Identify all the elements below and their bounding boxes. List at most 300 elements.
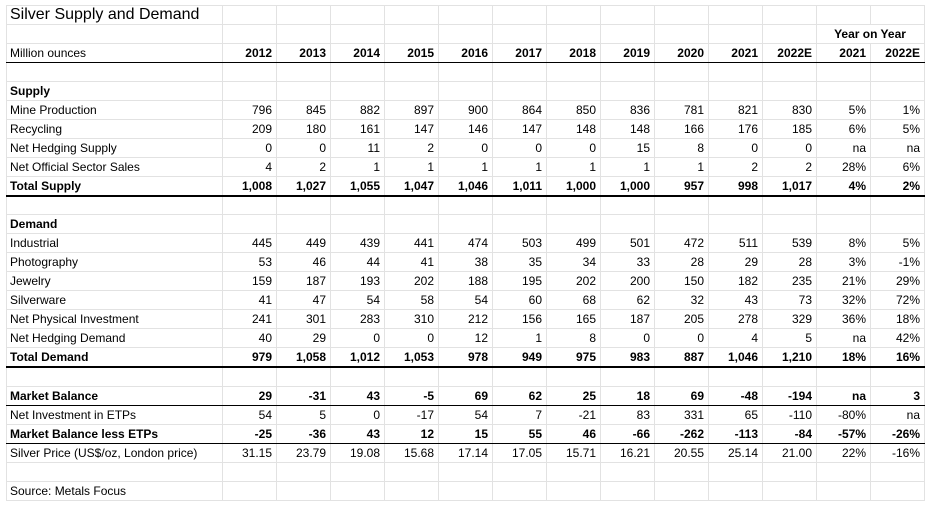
value-2019[interactable]: 501 <box>601 234 655 253</box>
empty-cell[interactable] <box>385 6 439 25</box>
value-2016[interactable]: 900 <box>439 100 493 119</box>
value-2021[interactable]: 998 <box>709 176 763 196</box>
value-2012[interactable]: 31.15 <box>223 443 277 462</box>
value-2015[interactable]: 1,047 <box>385 176 439 196</box>
empty-cell[interactable] <box>439 25 493 44</box>
value-2015[interactable]: 1 <box>385 157 439 176</box>
empty-cell[interactable] <box>493 481 547 500</box>
empty-cell[interactable] <box>385 462 439 481</box>
section-heading-supply[interactable]: Supply <box>7 81 223 100</box>
value-2019[interactable]: 18 <box>601 386 655 405</box>
value-2013[interactable]: 47 <box>277 291 331 310</box>
year-header-2015[interactable]: 2015 <box>385 44 439 63</box>
yoy-2021[interactable]: 21% <box>817 272 871 291</box>
empty-cell[interactable] <box>547 367 601 386</box>
value-2018[interactable]: 25 <box>547 386 601 405</box>
value-2021[interactable]: 2 <box>709 157 763 176</box>
value-2019[interactable]: 33 <box>601 253 655 272</box>
yoy-2022E[interactable]: 5% <box>871 234 925 253</box>
year-header-2014[interactable]: 2014 <box>331 44 385 63</box>
value-2016[interactable]: 54 <box>439 291 493 310</box>
value-2016[interactable]: 12 <box>439 329 493 348</box>
value-2022E[interactable]: 2 <box>763 157 817 176</box>
value-2021[interactable]: 0 <box>709 138 763 157</box>
value-2018[interactable]: 1,000 <box>547 176 601 196</box>
empty-cell[interactable] <box>385 25 439 44</box>
yoy-2021[interactable]: 6% <box>817 119 871 138</box>
value-2022E[interactable]: 21.00 <box>763 443 817 462</box>
empty-cell[interactable] <box>547 63 601 82</box>
empty-cell[interactable] <box>709 215 763 234</box>
yoy-2022E[interactable]: 16% <box>871 348 925 368</box>
empty-cell[interactable] <box>547 6 601 25</box>
value-2013[interactable]: -31 <box>277 386 331 405</box>
value-2017[interactable]: 7 <box>493 405 547 424</box>
empty-cell[interactable] <box>439 196 493 215</box>
empty-cell[interactable] <box>493 215 547 234</box>
value-2015[interactable]: 897 <box>385 100 439 119</box>
value-2013[interactable]: 845 <box>277 100 331 119</box>
empty-cell[interactable] <box>385 63 439 82</box>
value-2013[interactable]: 449 <box>277 234 331 253</box>
empty-cell[interactable] <box>7 462 223 481</box>
value-2017[interactable]: 503 <box>493 234 547 253</box>
value-2016[interactable]: 38 <box>439 253 493 272</box>
empty-cell[interactable] <box>655 81 709 100</box>
value-2014[interactable]: 1,012 <box>331 348 385 368</box>
value-2019[interactable]: 83 <box>601 405 655 424</box>
empty-cell[interactable] <box>385 481 439 500</box>
value-2020[interactable]: 331 <box>655 405 709 424</box>
value-2017[interactable]: 949 <box>493 348 547 368</box>
value-2013[interactable]: 0 <box>277 138 331 157</box>
empty-cell[interactable] <box>7 63 223 82</box>
empty-cell[interactable] <box>331 481 385 500</box>
value-2020[interactable]: 150 <box>655 272 709 291</box>
value-2017[interactable]: 60 <box>493 291 547 310</box>
value-2016[interactable]: 15 <box>439 424 493 443</box>
yoy-2021[interactable]: na <box>817 329 871 348</box>
value-2018[interactable]: 8 <box>547 329 601 348</box>
value-2018[interactable]: 34 <box>547 253 601 272</box>
value-2017[interactable]: 55 <box>493 424 547 443</box>
value-2022E[interactable]: 830 <box>763 100 817 119</box>
value-2015[interactable]: 41 <box>385 253 439 272</box>
value-2013[interactable]: 5 <box>277 405 331 424</box>
value-2015[interactable]: 12 <box>385 424 439 443</box>
empty-cell[interactable] <box>223 196 277 215</box>
yoy-2021[interactable]: -57% <box>817 424 871 443</box>
value-2014[interactable]: 43 <box>331 424 385 443</box>
value-2018[interactable]: -21 <box>547 405 601 424</box>
empty-cell[interactable] <box>601 196 655 215</box>
value-2015[interactable]: -17 <box>385 405 439 424</box>
empty-cell[interactable] <box>331 196 385 215</box>
yoy-2022E[interactable]: -1% <box>871 253 925 272</box>
yoy-2021[interactable]: 3% <box>817 253 871 272</box>
empty-cell[interactable] <box>817 367 871 386</box>
empty-cell[interactable] <box>331 6 385 25</box>
year-header-2017[interactable]: 2017 <box>493 44 547 63</box>
empty-cell[interactable] <box>385 367 439 386</box>
value-2016[interactable]: 188 <box>439 272 493 291</box>
value-2013[interactable]: 1,058 <box>277 348 331 368</box>
empty-cell[interactable] <box>331 367 385 386</box>
empty-cell[interactable] <box>655 6 709 25</box>
year-header-2022E[interactable]: 2022E <box>763 44 817 63</box>
row-label[interactable]: Mine Production <box>7 100 223 119</box>
value-2019[interactable]: 187 <box>601 310 655 329</box>
yoy-header-2021[interactable]: 2021 <box>817 44 871 63</box>
empty-cell[interactable] <box>655 196 709 215</box>
value-2013[interactable]: 23.79 <box>277 443 331 462</box>
empty-cell[interactable] <box>763 215 817 234</box>
empty-cell[interactable] <box>817 462 871 481</box>
empty-cell[interactable] <box>709 481 763 500</box>
value-2021[interactable]: 176 <box>709 119 763 138</box>
value-2021[interactable]: 29 <box>709 253 763 272</box>
empty-cell[interactable] <box>493 462 547 481</box>
value-2016[interactable]: 1 <box>439 157 493 176</box>
empty-cell[interactable] <box>547 25 601 44</box>
value-2021[interactable]: 182 <box>709 272 763 291</box>
value-2018[interactable]: 975 <box>547 348 601 368</box>
yoy-2022E[interactable]: 42% <box>871 329 925 348</box>
value-2022E[interactable]: 73 <box>763 291 817 310</box>
value-2022E[interactable]: -110 <box>763 405 817 424</box>
value-2022E[interactable]: 539 <box>763 234 817 253</box>
row-label[interactable]: Market Balance <box>7 386 223 405</box>
value-2012[interactable]: 209 <box>223 119 277 138</box>
value-2012[interactable]: 29 <box>223 386 277 405</box>
row-label[interactable]: Industrial <box>7 234 223 253</box>
empty-cell[interactable] <box>277 481 331 500</box>
value-2015[interactable]: 310 <box>385 310 439 329</box>
value-2014[interactable]: 1 <box>331 157 385 176</box>
empty-cell[interactable] <box>439 367 493 386</box>
empty-cell[interactable] <box>493 25 547 44</box>
year-header-2013[interactable]: 2013 <box>277 44 331 63</box>
empty-cell[interactable] <box>277 462 331 481</box>
value-2018[interactable]: 68 <box>547 291 601 310</box>
yoy-2022E[interactable]: 1% <box>871 100 925 119</box>
empty-cell[interactable] <box>601 215 655 234</box>
value-2019[interactable]: 0 <box>601 329 655 348</box>
row-label[interactable]: Total Demand <box>7 348 223 368</box>
value-2015[interactable]: 0 <box>385 329 439 348</box>
empty-cell[interactable] <box>655 481 709 500</box>
value-2020[interactable]: -262 <box>655 424 709 443</box>
value-2020[interactable]: 781 <box>655 100 709 119</box>
value-2015[interactable]: 2 <box>385 138 439 157</box>
empty-cell[interactable] <box>871 367 925 386</box>
value-2018[interactable]: 165 <box>547 310 601 329</box>
empty-cell[interactable] <box>817 196 871 215</box>
empty-cell[interactable] <box>655 462 709 481</box>
value-2013[interactable]: 180 <box>277 119 331 138</box>
value-2019[interactable]: -66 <box>601 424 655 443</box>
value-2020[interactable]: 957 <box>655 176 709 196</box>
empty-cell[interactable] <box>223 63 277 82</box>
empty-cell[interactable] <box>763 63 817 82</box>
value-2021[interactable]: 511 <box>709 234 763 253</box>
value-2012[interactable]: 41 <box>223 291 277 310</box>
value-2012[interactable]: 4 <box>223 157 277 176</box>
value-2017[interactable]: 1 <box>493 329 547 348</box>
value-2017[interactable]: 1 <box>493 157 547 176</box>
empty-cell[interactable] <box>817 81 871 100</box>
empty-cell[interactable] <box>763 196 817 215</box>
empty-cell[interactable] <box>655 25 709 44</box>
value-2013[interactable]: 1,027 <box>277 176 331 196</box>
empty-cell[interactable] <box>709 196 763 215</box>
value-2014[interactable]: 44 <box>331 253 385 272</box>
empty-cell[interactable] <box>547 215 601 234</box>
empty-cell[interactable] <box>439 215 493 234</box>
year-header-2018[interactable]: 2018 <box>547 44 601 63</box>
value-2022E[interactable]: 1,017 <box>763 176 817 196</box>
empty-cell[interactable] <box>709 63 763 82</box>
yoy-2022E[interactable]: 5% <box>871 119 925 138</box>
value-2022E[interactable]: 5 <box>763 329 817 348</box>
yoy-title[interactable]: Year on Year <box>817 25 925 44</box>
value-2020[interactable]: 887 <box>655 348 709 368</box>
value-2022E[interactable]: 28 <box>763 253 817 272</box>
value-2020[interactable]: 166 <box>655 119 709 138</box>
value-2021[interactable]: -113 <box>709 424 763 443</box>
value-2013[interactable]: -36 <box>277 424 331 443</box>
value-2014[interactable]: 11 <box>331 138 385 157</box>
empty-cell[interactable] <box>277 25 331 44</box>
value-2017[interactable]: 156 <box>493 310 547 329</box>
value-2014[interactable]: 19.08 <box>331 443 385 462</box>
value-2018[interactable]: 15.71 <box>547 443 601 462</box>
empty-cell[interactable] <box>493 367 547 386</box>
empty-cell[interactable] <box>601 462 655 481</box>
empty-cell[interactable] <box>277 6 331 25</box>
value-2014[interactable]: 439 <box>331 234 385 253</box>
value-2014[interactable]: 161 <box>331 119 385 138</box>
empty-cell[interactable] <box>601 6 655 25</box>
empty-cell[interactable] <box>385 196 439 215</box>
value-2021[interactable]: 278 <box>709 310 763 329</box>
value-2020[interactable]: 69 <box>655 386 709 405</box>
yoy-2021[interactable]: 22% <box>817 443 871 462</box>
value-2016[interactable]: 54 <box>439 405 493 424</box>
yoy-2022E[interactable]: 6% <box>871 157 925 176</box>
unit-label[interactable]: Million ounces <box>7 44 223 63</box>
empty-cell[interactable] <box>871 6 925 25</box>
value-2012[interactable]: 159 <box>223 272 277 291</box>
value-2015[interactable]: 441 <box>385 234 439 253</box>
row-label[interactable]: Net Official Sector Sales <box>7 157 223 176</box>
value-2016[interactable]: 146 <box>439 119 493 138</box>
empty-cell[interactable] <box>601 481 655 500</box>
value-2021[interactable]: 1,046 <box>709 348 763 368</box>
yoy-2022E[interactable]: 2% <box>871 176 925 196</box>
empty-cell[interactable] <box>655 215 709 234</box>
empty-cell[interactable] <box>817 63 871 82</box>
empty-cell[interactable] <box>709 25 763 44</box>
empty-cell[interactable] <box>439 63 493 82</box>
value-2013[interactable]: 46 <box>277 253 331 272</box>
value-2017[interactable]: 17.05 <box>493 443 547 462</box>
empty-cell[interactable] <box>547 81 601 100</box>
yoy-2021[interactable]: 36% <box>817 310 871 329</box>
value-2022E[interactable]: 185 <box>763 119 817 138</box>
value-2014[interactable]: 283 <box>331 310 385 329</box>
value-2014[interactable]: 0 <box>331 329 385 348</box>
value-2018[interactable]: 0 <box>547 138 601 157</box>
yoy-2022E[interactable]: 29% <box>871 272 925 291</box>
row-label[interactable]: Net Hedging Demand <box>7 329 223 348</box>
value-2021[interactable]: 25.14 <box>709 443 763 462</box>
value-2017[interactable]: 147 <box>493 119 547 138</box>
empty-cell[interactable] <box>331 63 385 82</box>
yoy-2022E[interactable]: 18% <box>871 310 925 329</box>
value-2012[interactable]: -25 <box>223 424 277 443</box>
value-2022E[interactable]: 0 <box>763 138 817 157</box>
yoy-2021[interactable]: 5% <box>817 100 871 119</box>
year-header-2020[interactable]: 2020 <box>655 44 709 63</box>
value-2019[interactable]: 200 <box>601 272 655 291</box>
value-2016[interactable]: 17.14 <box>439 443 493 462</box>
empty-cell[interactable] <box>601 63 655 82</box>
empty-cell[interactable] <box>223 215 277 234</box>
sheet-title[interactable]: Silver Supply and Demand <box>7 6 223 25</box>
empty-cell[interactable] <box>385 81 439 100</box>
yoy-2021[interactable]: na <box>817 138 871 157</box>
empty-cell[interactable] <box>763 81 817 100</box>
empty-cell[interactable] <box>817 215 871 234</box>
value-2020[interactable]: 472 <box>655 234 709 253</box>
value-2012[interactable]: 445 <box>223 234 277 253</box>
year-header-2019[interactable]: 2019 <box>601 44 655 63</box>
empty-cell[interactable] <box>763 481 817 500</box>
value-2019[interactable]: 1 <box>601 157 655 176</box>
empty-cell[interactable] <box>277 367 331 386</box>
empty-cell[interactable] <box>223 6 277 25</box>
row-label[interactable]: Jewelry <box>7 272 223 291</box>
empty-cell[interactable] <box>709 81 763 100</box>
yoy-2022E[interactable]: -16% <box>871 443 925 462</box>
value-2012[interactable]: 54 <box>223 405 277 424</box>
value-2020[interactable]: 32 <box>655 291 709 310</box>
value-2017[interactable]: 0 <box>493 138 547 157</box>
value-2020[interactable]: 0 <box>655 329 709 348</box>
value-2013[interactable]: 2 <box>277 157 331 176</box>
empty-cell[interactable] <box>817 6 871 25</box>
row-label[interactable]: Recycling <box>7 119 223 138</box>
empty-cell[interactable] <box>439 481 493 500</box>
value-2018[interactable]: 1 <box>547 157 601 176</box>
empty-cell[interactable] <box>601 81 655 100</box>
yoy-2021[interactable]: 28% <box>817 157 871 176</box>
value-2015[interactable]: -5 <box>385 386 439 405</box>
value-2016[interactable]: 69 <box>439 386 493 405</box>
empty-cell[interactable] <box>223 367 277 386</box>
value-2018[interactable]: 499 <box>547 234 601 253</box>
yoy-header-2022E[interactable]: 2022E <box>871 44 925 63</box>
value-2012[interactable]: 241 <box>223 310 277 329</box>
empty-cell[interactable] <box>223 481 277 500</box>
value-2012[interactable]: 1,008 <box>223 176 277 196</box>
value-2017[interactable]: 62 <box>493 386 547 405</box>
value-2019[interactable]: 16.21 <box>601 443 655 462</box>
value-2020[interactable]: 20.55 <box>655 443 709 462</box>
row-label[interactable]: Silverware <box>7 291 223 310</box>
yoy-2021[interactable]: 8% <box>817 234 871 253</box>
value-2013[interactable]: 29 <box>277 329 331 348</box>
value-2014[interactable]: 54 <box>331 291 385 310</box>
value-2018[interactable]: 850 <box>547 100 601 119</box>
value-2013[interactable]: 187 <box>277 272 331 291</box>
value-2019[interactable]: 836 <box>601 100 655 119</box>
value-2017[interactable]: 195 <box>493 272 547 291</box>
value-2020[interactable]: 8 <box>655 138 709 157</box>
empty-cell[interactable] <box>817 481 871 500</box>
empty-cell[interactable] <box>655 367 709 386</box>
empty-cell[interactable] <box>493 63 547 82</box>
empty-cell[interactable] <box>763 6 817 25</box>
value-2014[interactable]: 1,055 <box>331 176 385 196</box>
empty-cell[interactable] <box>763 462 817 481</box>
empty-cell[interactable] <box>277 81 331 100</box>
value-2012[interactable]: 40 <box>223 329 277 348</box>
empty-cell[interactable] <box>277 215 331 234</box>
empty-cell[interactable] <box>331 25 385 44</box>
value-2022E[interactable]: -194 <box>763 386 817 405</box>
value-2014[interactable]: 43 <box>331 386 385 405</box>
value-2022E[interactable]: 1,210 <box>763 348 817 368</box>
value-2019[interactable]: 1,000 <box>601 176 655 196</box>
empty-cell[interactable] <box>763 367 817 386</box>
yoy-2021[interactable]: 4% <box>817 176 871 196</box>
value-2021[interactable]: 821 <box>709 100 763 119</box>
value-2012[interactable]: 796 <box>223 100 277 119</box>
yoy-2021[interactable]: -80% <box>817 405 871 424</box>
source-note[interactable]: Source: Metals Focus <box>7 481 223 500</box>
value-2013[interactable]: 301 <box>277 310 331 329</box>
value-2022E[interactable]: 235 <box>763 272 817 291</box>
empty-cell[interactable] <box>871 215 925 234</box>
empty-cell[interactable] <box>7 367 223 386</box>
empty-cell[interactable] <box>871 81 925 100</box>
value-2016[interactable]: 474 <box>439 234 493 253</box>
value-2016[interactable]: 978 <box>439 348 493 368</box>
row-label[interactable]: Net Investment in ETPs <box>7 405 223 424</box>
value-2014[interactable]: 0 <box>331 405 385 424</box>
value-2016[interactable]: 212 <box>439 310 493 329</box>
value-2018[interactable]: 148 <box>547 119 601 138</box>
value-2021[interactable]: 4 <box>709 329 763 348</box>
value-2015[interactable]: 202 <box>385 272 439 291</box>
year-header-2016[interactable]: 2016 <box>439 44 493 63</box>
value-2021[interactable]: -48 <box>709 386 763 405</box>
value-2022E[interactable]: 329 <box>763 310 817 329</box>
row-label[interactable]: Market Balance less ETPs <box>7 424 223 443</box>
empty-cell[interactable] <box>7 196 223 215</box>
empty-cell[interactable] <box>385 215 439 234</box>
row-label[interactable]: Net Physical Investment <box>7 310 223 329</box>
yoy-2022E[interactable]: -26% <box>871 424 925 443</box>
yoy-2021[interactable]: na <box>817 386 871 405</box>
empty-cell[interactable] <box>709 462 763 481</box>
yoy-2022E[interactable]: 3 <box>871 386 925 405</box>
empty-cell[interactable] <box>439 462 493 481</box>
value-2020[interactable]: 205 <box>655 310 709 329</box>
value-2012[interactable]: 0 <box>223 138 277 157</box>
